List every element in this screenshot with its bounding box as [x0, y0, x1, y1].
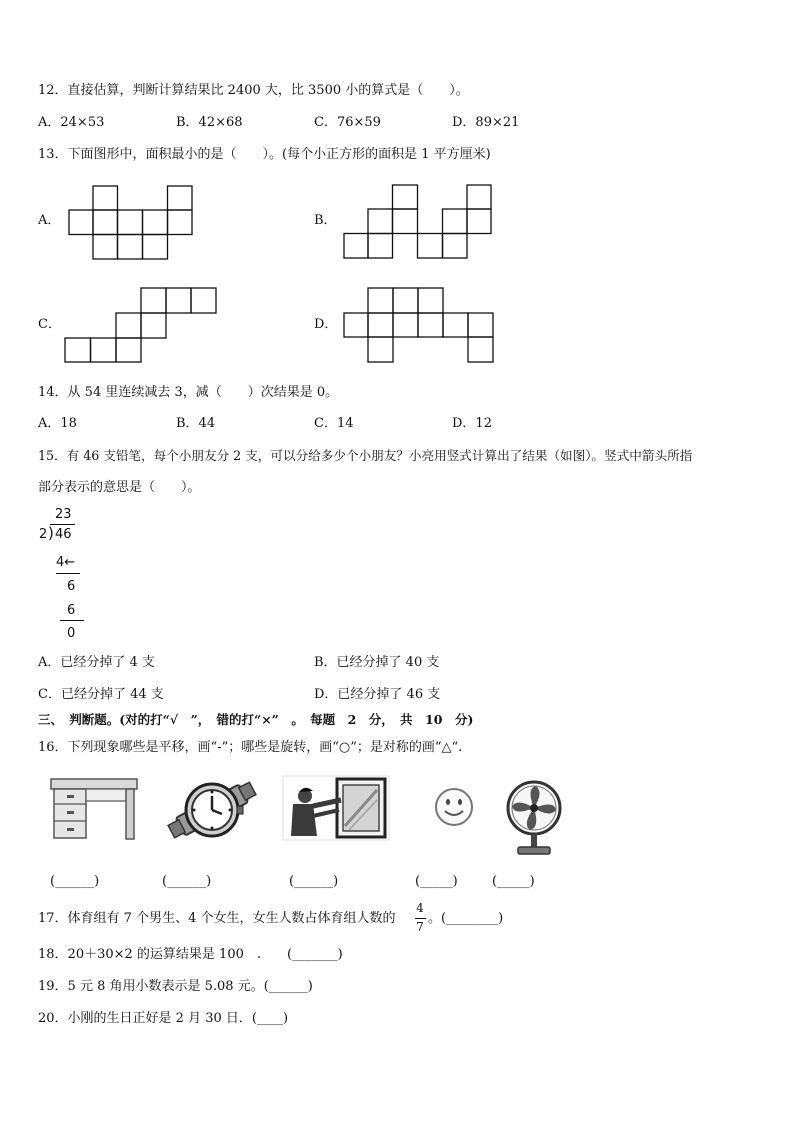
q16-blank-2[interactable]: (______) — [162, 874, 212, 889]
division-bracket: ) — [48, 524, 54, 542]
division-step2: 6 — [67, 579, 76, 594]
q20-text: 20．小刚的生日正好是 2 月 30 日．(____) — [38, 1011, 289, 1026]
division-quotient: 23 — [55, 507, 72, 522]
grid-figure-c — [64, 287, 219, 364]
q13-label-b: B． — [314, 213, 337, 228]
q15-option-c: C．已经分掉了 44 支 — [38, 687, 164, 702]
division-remainder: 0 — [67, 626, 76, 641]
q14-option-d: D．12 — [452, 416, 492, 431]
q14-option-b: B．44 — [176, 416, 216, 431]
q16-stem: 16．下列现象哪些是平移，画“-”；哪些是旋转，画“○”；是对称的画“△“. — [38, 740, 463, 755]
q16-blank-5[interactable]: (_____) — [492, 874, 535, 889]
smiley-picture — [433, 786, 475, 828]
q16-blank-1[interactable]: (______) — [50, 874, 100, 889]
grid-figure-d — [343, 287, 496, 364]
long-division — [36, 506, 96, 646]
q14-option-a: A．18 — [38, 416, 77, 431]
q14-option-c: C．14 — [314, 416, 354, 431]
q16-blank-3[interactable]: (______) — [289, 874, 339, 889]
desk-picture — [50, 776, 140, 842]
q13-stem: 13．下面图形中，面积最小的是（ ）。(每个小正方形的面积是 1 平方厘米) — [38, 147, 491, 162]
person-window-picture — [283, 776, 389, 840]
grid-figure-b — [343, 184, 493, 260]
q15-option-d: D．已经分掉了 46 支 — [314, 687, 441, 702]
q17-fraction-denominator: 7 — [416, 920, 424, 934]
q15-option-b: B．已经分掉了 40 支 — [314, 655, 440, 670]
division-line-1 — [56, 573, 80, 574]
q12-option-b: B．42×68 — [176, 115, 243, 130]
q14-stem: 14．从 54 里连续减去 3，减（ ）次结果是 0。 — [38, 385, 339, 400]
division-dividend: 46 — [55, 527, 72, 542]
q12-option-a: A．24×53 — [38, 115, 105, 130]
q15-option-a: A．已经分掉了 4 支 — [38, 655, 155, 670]
section-3-heading: 三、 判断题。(对的打“√ ”， 错的打“×” 。 每题 2 分， 共 10 分) — [38, 712, 474, 727]
division-divisor: 2 — [39, 527, 48, 542]
division-line-2 — [60, 620, 84, 621]
q15-stem-line1: 15．有 46 支铅笔，每个小朋友分 2 支，可以分给多少个小朋友？小亮用竖式计算出了结果（如图）。竖式中箭头所指 — [38, 448, 693, 463]
q12-option-d: D．89×21 — [452, 115, 520, 130]
division-step1-with-arrow: 4← — [56, 555, 76, 570]
q13-label-d: D． — [314, 317, 338, 332]
q19-text: 19．5 元 8 角用小数表示是 5.08 元。(______) — [38, 979, 313, 994]
q12-stem: 12．直接估算，判断计算结果比 2400 大，比 3500 小的算式是（ ）。 — [38, 83, 469, 98]
fan-picture — [502, 778, 568, 858]
grid-figure-a — [68, 185, 194, 261]
q13-label-a: A． — [38, 213, 61, 228]
q17-fraction-bar — [415, 918, 426, 919]
q17-text: 17．体育组有 7 个男生、4 个女生，女生人数占体育组人数的 — [38, 911, 396, 926]
q15-stem-line2: 部分表示的意思是（ ）。 — [38, 480, 201, 495]
division-step3: 6 — [67, 603, 76, 618]
q17-blank[interactable]: 。(________) — [428, 911, 504, 926]
watch-picture — [164, 770, 260, 850]
q17-fraction-numerator: 4 — [416, 901, 424, 915]
q18-text: 18．20＋30×2 的运算结果是 100 . (_______) — [38, 947, 343, 962]
q12-option-c: C．76×59 — [314, 115, 381, 130]
q13-label-c: C． — [38, 317, 61, 332]
q16-blank-4[interactable]: (_____) — [415, 874, 458, 889]
